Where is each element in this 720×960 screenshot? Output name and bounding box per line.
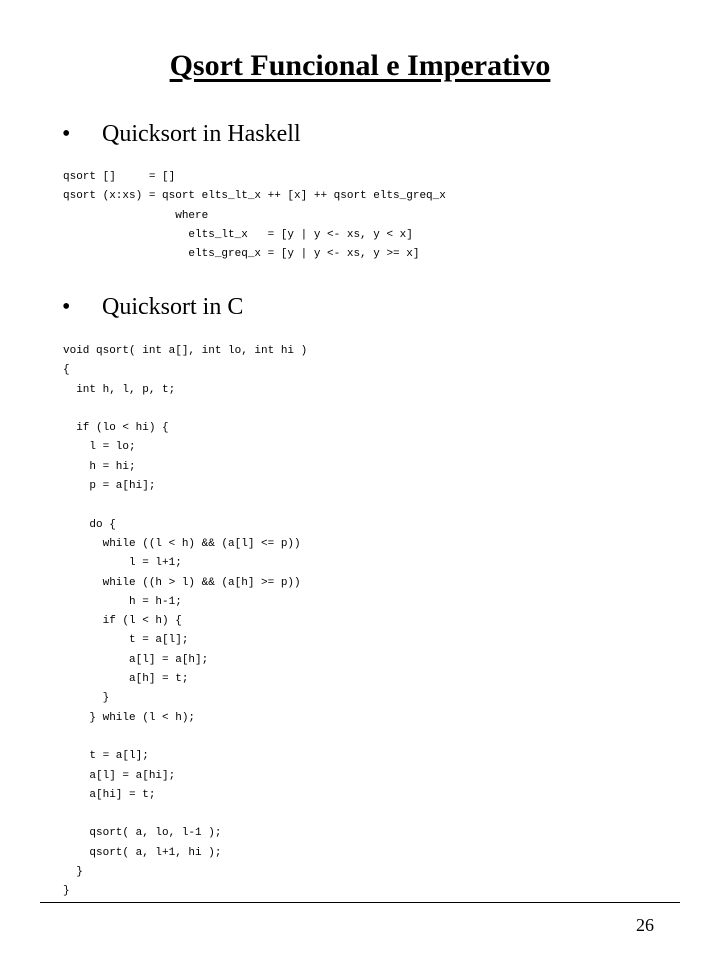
code-line: a[hi] = t; [63,788,156,801]
bullet-dot: • [62,294,71,320]
slide-title: Qsort Funcional e Imperativo [169,49,551,82]
code-line: qsort (x:xs) = qsort elts_lt_x ++ [x] ++ qsort elts_greq_x [63,190,446,203]
code-line: void qsort( int a[], int lo, int hi ) [63,345,308,357]
footer-divider [40,902,680,903]
code-line: l = lo; [63,441,136,454]
bullet-dot: • [62,121,71,147]
code-line: while ((h > l) && (a[h] >= p)) [63,576,301,589]
code-line: h = h-1; [63,595,182,608]
code-line: qsort( a, l+1, hi ); [63,846,222,859]
code-line: a[l] = a[hi]; [63,769,176,782]
code-line: while ((l < h) && (a[l] <= p)) [63,537,301,550]
code-line: elts_greq_x = [y | y <- xs, y >= x] [63,248,420,261]
code-line: a[l] = a[h]; [63,653,209,666]
code-line: } [63,692,110,705]
code-line: p = a[hi]; [63,480,156,493]
code-line [63,805,307,824]
code-line: a[h] = t; [63,673,189,686]
bullet-haskell-label: Quicksort in Haskell [102,121,301,147]
code-line: t = a[l]; [63,634,189,647]
code-line: l = l+1; [63,557,182,570]
code-line: qsort [] = [] [63,171,176,183]
code-line: where [63,209,209,222]
code-line: if (l < h) { [63,615,182,628]
bullet-c-label: Quicksort in C [102,294,244,320]
c-code-block [63,342,307,902]
code-line: elts_lt_x = [y | y <- xs, y < x] [63,228,413,241]
code-line: do { [63,518,116,531]
code-line: } [63,885,70,898]
code-line [63,496,307,515]
code-line: } while (l < h); [63,711,196,724]
code-line: qsort( a, lo, l-1 ); [63,827,222,840]
code-line: if (lo < hi) { [63,422,169,435]
haskell-code-block [63,168,446,264]
code-line: h = hi; [63,460,136,473]
code-line: { [63,364,70,377]
code-line [63,728,307,747]
bullet-haskell [62,119,301,149]
code-line [63,400,307,419]
code-line: t = a[l]; [63,750,149,763]
page-number: 26 [636,915,654,935]
code-line: int h, l, p, t; [63,383,176,396]
code-line: } [63,866,83,879]
bullet-c [62,292,243,322]
